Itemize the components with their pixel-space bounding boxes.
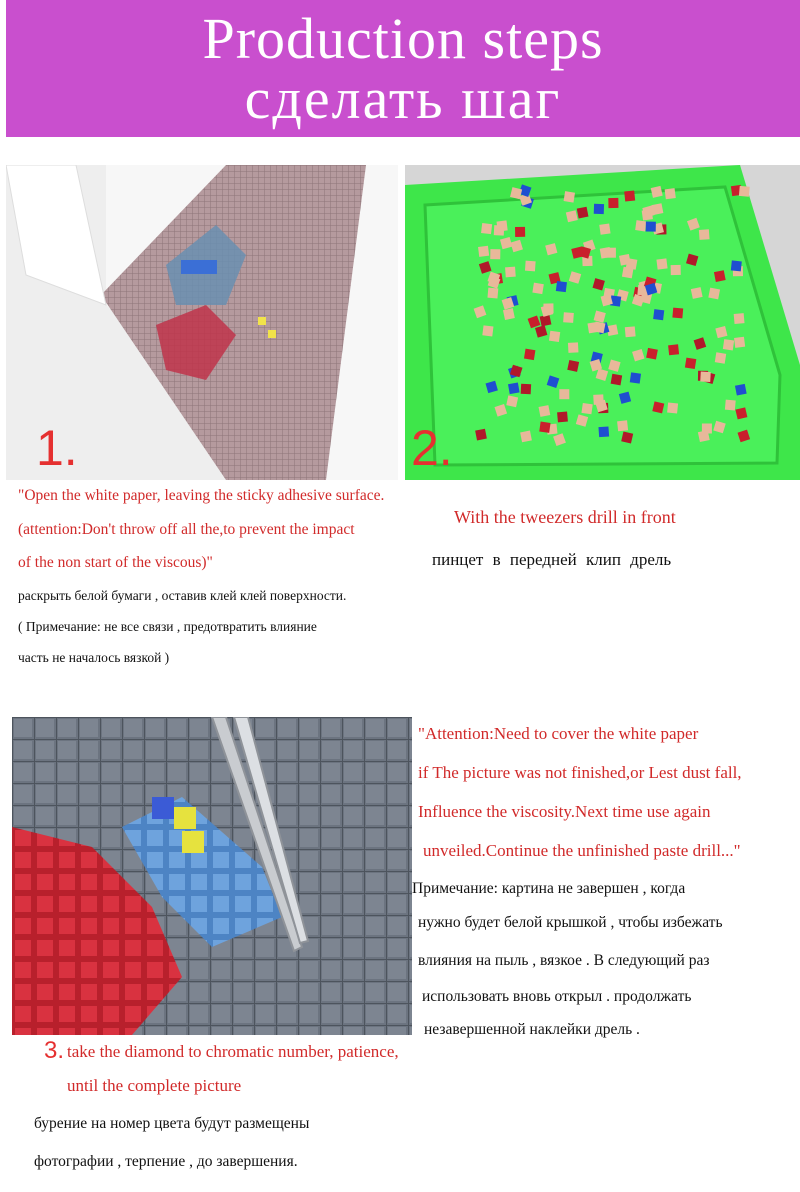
drill-bead bbox=[557, 411, 568, 422]
drill-bead bbox=[642, 209, 653, 220]
drill-bead bbox=[739, 186, 750, 197]
tweezers-canvas-photo bbox=[12, 717, 412, 1035]
drill-bead bbox=[599, 223, 610, 234]
drill-bead bbox=[665, 188, 676, 199]
drill-bead bbox=[723, 339, 734, 350]
drill-bead bbox=[564, 191, 575, 202]
drill-bead bbox=[672, 308, 683, 319]
attention-en-line-3: Influence the viscosity.Next time use again bbox=[418, 802, 711, 821]
step-3-number: 3. bbox=[44, 1037, 65, 1064]
drill-bead bbox=[598, 426, 609, 437]
drill-bead bbox=[525, 261, 536, 272]
drill-bead bbox=[646, 222, 656, 232]
drill-bead bbox=[549, 331, 560, 342]
drill-bead bbox=[714, 270, 726, 282]
step-2-en-line: With the tweezers drill in front bbox=[454, 507, 676, 527]
drill-bead bbox=[520, 431, 532, 443]
drill-bead bbox=[685, 358, 696, 369]
drill-bead bbox=[577, 207, 589, 219]
drill-bead bbox=[482, 325, 493, 336]
drill-bead bbox=[611, 374, 623, 386]
drill-bead bbox=[559, 389, 569, 399]
drill-bead bbox=[734, 337, 745, 348]
attention-en-line-1: "Attention:Need to cover the white paper bbox=[418, 724, 699, 743]
canvas-peel-photo bbox=[6, 165, 398, 480]
drill-bead bbox=[617, 420, 628, 431]
drill-bead bbox=[653, 309, 664, 320]
title-english: Production steps bbox=[202, 6, 604, 71]
step-1-en-line-2: (attention:Don't throw off all the,to prevent the impact bbox=[18, 521, 355, 538]
drill-bead bbox=[702, 424, 712, 434]
drill-bead bbox=[490, 249, 500, 259]
step-1-ru-line-2: ( Примечание: не все связи , предотвратить влияние bbox=[18, 619, 317, 634]
drill-bead bbox=[594, 322, 606, 334]
header-banner bbox=[6, 0, 800, 137]
drill-bead bbox=[731, 260, 742, 271]
drill-bead bbox=[715, 352, 726, 363]
drill-bead bbox=[494, 225, 505, 236]
drill-bead bbox=[521, 384, 532, 395]
tweezers-canvas-illustration bbox=[12, 717, 412, 1035]
attention-ru-line-1: Примечание: картина не завершен , когда bbox=[412, 880, 686, 897]
drill-bead bbox=[503, 308, 515, 320]
drill-bead bbox=[735, 384, 747, 396]
step-1-en-line-3: of the non start of the viscous)" bbox=[18, 554, 213, 571]
drill-bead bbox=[556, 281, 567, 292]
attention-en-line-4: unveiled.Continue the unfinished paste drill..." bbox=[423, 841, 741, 860]
drill-bead bbox=[540, 315, 552, 327]
drill-bead bbox=[581, 403, 592, 414]
drill-bead bbox=[532, 283, 543, 294]
drill-bead bbox=[515, 227, 525, 237]
drill-bead bbox=[667, 403, 678, 414]
attention-ru-line-5: незавершенной наклейки дрель . bbox=[424, 1021, 640, 1038]
drill-bead bbox=[625, 326, 636, 337]
drill-bead bbox=[671, 265, 681, 275]
drill-bead bbox=[567, 360, 579, 372]
drill-bead bbox=[626, 258, 638, 270]
drill-bead bbox=[700, 372, 711, 383]
step-1-number: 1. bbox=[36, 420, 78, 476]
drill-bead bbox=[475, 429, 487, 441]
drill-bead bbox=[524, 349, 535, 360]
step-2-ru-line: пинцет в передней клип дрель bbox=[432, 550, 672, 569]
drill-bead bbox=[691, 287, 703, 299]
step-3-ru-line-2: фотографии , терпение , до завершения. bbox=[34, 1153, 298, 1170]
green-tray-illustration bbox=[405, 165, 800, 480]
drill-bead bbox=[594, 204, 604, 214]
drill-bead bbox=[608, 198, 618, 208]
drill-bead bbox=[487, 288, 498, 299]
title-russian: сделать шаг bbox=[244, 66, 562, 131]
drill-bead bbox=[539, 405, 551, 417]
drill-bead bbox=[563, 312, 574, 323]
drill-bead bbox=[656, 258, 667, 269]
drill-bead bbox=[668, 344, 679, 355]
drill-bead bbox=[506, 395, 518, 407]
drill-bead bbox=[708, 288, 720, 300]
step-2-number: 2. bbox=[411, 420, 453, 476]
step-3-en-line-1: take the diamond to chromatic number, patience, bbox=[67, 1042, 399, 1061]
attention-ru-line-2: нужно будет белой крышкой , чтобы избежать bbox=[418, 914, 723, 931]
attention-ru-line-3: влияния на пыль , вязкое . В следующий раз bbox=[418, 952, 710, 969]
drill-bead bbox=[734, 313, 745, 324]
drill-bead bbox=[646, 348, 658, 360]
drill-bead bbox=[481, 223, 492, 234]
drill-bead bbox=[699, 229, 710, 240]
attention-ru-line-4: использовать вновь открыл . продолжать bbox=[422, 988, 692, 1005]
step-3-en-line-2: until the complete picture bbox=[67, 1076, 242, 1095]
drill-bead bbox=[630, 372, 641, 383]
green-tray-photo bbox=[405, 165, 800, 480]
attention-en-line-2: if The picture was not finished,or Lest dust fall, bbox=[418, 763, 742, 782]
drill-bead bbox=[539, 422, 550, 433]
drill-bead bbox=[568, 342, 579, 353]
step-1-ru-line-1: раскрыть белой бумаги , оставив клей клей поверхности. bbox=[18, 588, 347, 603]
drill-bead bbox=[624, 191, 635, 202]
step-1-ru-line-3: часть не началось вязкой ) bbox=[18, 650, 170, 665]
drill-bead bbox=[600, 247, 612, 259]
drill-bead bbox=[635, 220, 646, 231]
step-1-en-line-1: "Open the white paper, leaving the sticky adhesive surface. bbox=[18, 487, 385, 504]
drill-bead bbox=[478, 246, 489, 257]
drill-bead bbox=[508, 383, 520, 395]
drill-bead bbox=[505, 267, 516, 278]
drill-bead bbox=[725, 400, 736, 411]
step-3-ru-line-1: бурение на номер цвета будут размещены bbox=[34, 1115, 310, 1132]
